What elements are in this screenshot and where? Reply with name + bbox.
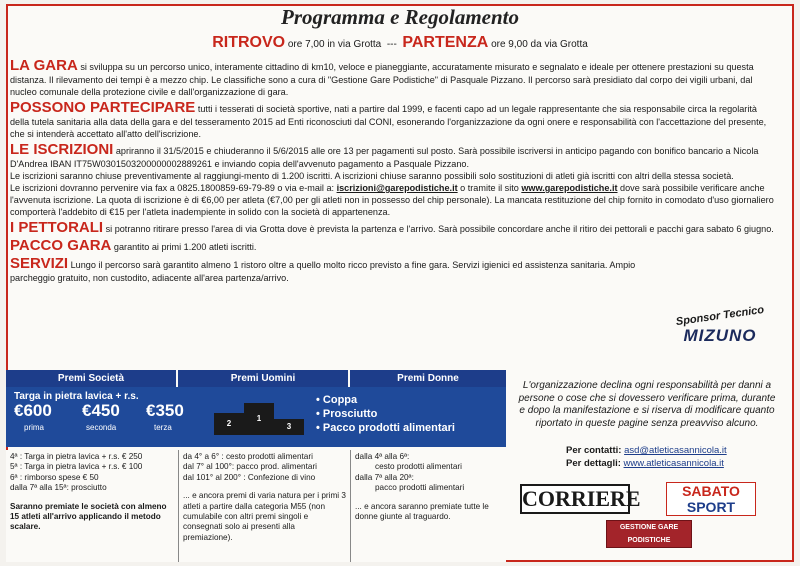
- societa-line: 5ª : Targa in pietra lavica + r.s. € 100: [10, 462, 143, 472]
- section-iscrizioni: [10, 142, 778, 218]
- section-iscrizioni-text3a: Le iscrizioni dovranno pervenire via fax a 0825.1800859-69-79-89 o via e-mail a:: [10, 183, 335, 193]
- ritrovo-label: RITROVO: [212, 34, 286, 51]
- ritrovo-line: [0, 34, 800, 52]
- header-premi-societa: Premi Società: [6, 370, 176, 387]
- donne-line: dalla 7ª alla 20ª:: [355, 472, 414, 482]
- uomini-line: dal 7° al 100°: pacco prod. alimentari: [183, 462, 317, 472]
- podium-second: 2: [214, 413, 244, 435]
- ritrovo-sep: ---: [386, 39, 397, 50]
- contatti-email-link[interactable]: asd@atleticasannicola.it: [624, 445, 727, 456]
- section-gara-head: LA GARA: [10, 57, 78, 74]
- partenza-text: ore 9,00 da via Grotta: [491, 39, 588, 50]
- podium-third: 3: [274, 419, 304, 435]
- section-pacco: [10, 238, 778, 254]
- ritrovo-text: ore 7,00 in via Grotta: [287, 39, 382, 50]
- uomini-line: dal 101° al 200° : Confezione di vino: [183, 472, 316, 482]
- section-iscrizioni-text1: apriranno il 31/5/2015 e chiuderanno il 5/6/2015 alle ore 13 per pagamenti sul posto. Sarà possibile iscriversi in anticipo pagando con bonifico bancario a Nicola D'Andrea IBAN IT75W0301503200000002889261 e inviando copia dell'avvenuto pagamento a Pasquale Pizzano.: [10, 146, 759, 169]
- prizes-panel: [6, 370, 506, 562]
- prize-item: • Pacco prodotti alimentari: [316, 422, 455, 434]
- prize-item: • Prosciutto: [316, 408, 378, 420]
- sabato-sport-logo: [666, 482, 756, 516]
- societa-line: dalla 7ª alla 15ª: prosciutto: [10, 483, 107, 493]
- section-servizi-head: SERVIZI: [10, 255, 69, 272]
- section-pacco-text: garantito ai primi 1.200 atleti iscritti.: [113, 242, 257, 252]
- rules-content: [10, 58, 778, 286]
- societa-line: 6ª : rimborso spese € 50: [10, 472, 99, 482]
- section-servizi: [10, 256, 660, 284]
- partner-logos: [516, 480, 778, 556]
- section-iscrizioni-text3b: o tramite il sito: [460, 183, 519, 193]
- amount-second-label: seconda: [86, 423, 117, 432]
- corriere-logo: CORRIERE: [520, 484, 630, 514]
- sponsor-label: Sponsor Tecnico: [675, 303, 765, 329]
- section-pettorali: [10, 220, 778, 236]
- disclaimer: L'organizzazione declina ogni responsabilità per danni a persone o cose che si dovessero verificare prima, durante e dopo la manifestazione e si riserva di modificare quanto riportato in queste pagine senza preavviso alcuno.: [518, 380, 776, 429]
- contacts: [566, 444, 727, 470]
- section-pacco-head: PACCO GARA: [10, 237, 112, 254]
- amount-second: €450: [82, 401, 120, 420]
- sport-text: SPORT: [686, 499, 736, 515]
- sabato-text: SABATO: [682, 483, 740, 499]
- gestione-gare-logo: GESTIONE GARE PODISTICHE: [606, 520, 692, 548]
- section-gara-text: si sviluppa su un percorso unico, interamente cittadino di km10, veloce e pianeggiante, accuratamente misurato e segnalato e ideale per ottenere prestazioni su questa distanza. Il rilevamento dei tempi è a mezzo chip. Le classifiche sono a cura di "Gestione Gare Podistiche" di Pasquale Pizzano. Il percorso sarà presidiato dal corpo dei vigili urbani, dal nucleo comunale della protezione civile e dall'organizzazione di gara.: [10, 62, 754, 97]
- donne-note: ... e ancora saranno premiate tutte le donne giunte al traguardo.: [355, 501, 489, 522]
- email-link[interactable]: iscrizioni@garepodistiche.it: [336, 183, 458, 193]
- societa-line: 4ª : Targa in pietra lavica + r.s. € 250: [10, 452, 143, 461]
- prize-items: [316, 393, 455, 435]
- prize-item: • Coppa: [316, 394, 358, 406]
- page-title: Programma e Regolamento: [281, 5, 519, 29]
- prize-banner: [6, 387, 506, 447]
- section-iscrizioni-head: LE ISCRIZIONI: [10, 141, 114, 158]
- col-uomini: [178, 450, 350, 562]
- section-pettorali-head: I PETTORALI: [10, 219, 104, 236]
- section-pettorali-text: si potranno ritirare presso l'area di via Grotta dove è prevista la partenza e l'arrivo. Sarà possibile concordare anche il ritiro dei pettorali e pacchi gara sabato 6 giugno.: [105, 224, 774, 234]
- uomini-note: ... e ancora premi di varia natura per i primi 3 atleti a partire dalla categoria M55 (non cumulabile con altri premi singoli e consegnati solo ai presenti alla premiazione).: [183, 491, 346, 542]
- section-partecipare: [10, 100, 778, 140]
- amount-first: €600: [14, 401, 52, 420]
- amount-first-label: prima: [24, 423, 45, 432]
- dettagli-label: Per dettagli:: [566, 458, 621, 469]
- site-link[interactable]: www.garepodistiche.it: [521, 183, 618, 193]
- donne-line: pacco prodotti alimentari: [375, 483, 465, 493]
- section-partecipare-text: tutti i tesserati di società sportive, nati a partire dal 1999, e facenti capo ad un legale rappresentante che sia responsabile circa la regolarità della tutela sanitaria alla data della gara e del tesseramento 2015 ad Enti riconosciuti dal CONI, esonerando l'organizzazione da ogni onere e responsabilità con l'accettazione del presente, che si intenderà accettato all'atto dell'iscrizione.: [10, 104, 767, 139]
- mizuno-logo: MIZUNO: [683, 326, 757, 345]
- col-societa: [6, 450, 178, 562]
- section-gara: [10, 58, 778, 98]
- section-servizi-text: Lungo il percorso sarà garantito almeno 1 ristoro oltre a quello molto ricco previsto a fine gara. Servizi igienici ed assistenza sanitaria. Ampio parcheggio gratuito, non custodito, adiacente all'area partenza/arrivo.: [10, 260, 636, 283]
- dettagli-site-link[interactable]: www.atleticasannicola.it: [623, 458, 724, 469]
- societa-note: Saranno premiate le società con almeno 15 atleti all'arrivo applicando il metodo scalare.: [10, 501, 167, 532]
- section-iscrizioni-text2: Le iscrizioni saranno chiuse preventivamente al raggiungi-mento di 1.200 iscritti. A iscrizioni chiuse saranno possibili solo sostituzioni di atleti già iscritti con altri della stessa società.: [10, 171, 734, 181]
- partenza-label: PARTENZA: [402, 34, 489, 51]
- uomini-line: da 4° a 6° : cesto prodotti alimentari: [183, 452, 313, 461]
- podium-icon: [214, 395, 304, 435]
- contatti-label: Per contatti:: [566, 445, 622, 456]
- podium-first: 1: [244, 403, 274, 435]
- section-partecipare-head: POSSONO PARTECIPARE: [10, 99, 196, 116]
- header-premi-uomini: Premi Uomini: [178, 370, 348, 387]
- amount-third: €350: [146, 401, 184, 420]
- section-iscrizioni-text3c: dove sarà possibile verificare anche l'avvenuta iscrizione. La quota di iscrizione è di €6,00 per atleta (€7,00 per gli atleti non in possesso del chip personale). La mancata restituzione del chip fornito in comodato d'uso giornaliero comporterà l'addebito di €15 per l'atleta inadempiente in solido con la società di appartenenza.: [10, 183, 774, 217]
- sponsor-block: [665, 303, 775, 346]
- donne-line: dalla 4ª alla 6ª:: [355, 452, 410, 461]
- col-donne: [350, 450, 506, 562]
- header-premi-donne: Premi Donne: [350, 370, 506, 387]
- amount-third-label: terza: [154, 423, 172, 432]
- donne-line: cesto prodotti alimentari: [375, 462, 462, 472]
- banner-sub: Targa in pietra lavica + r.s.: [14, 391, 139, 402]
